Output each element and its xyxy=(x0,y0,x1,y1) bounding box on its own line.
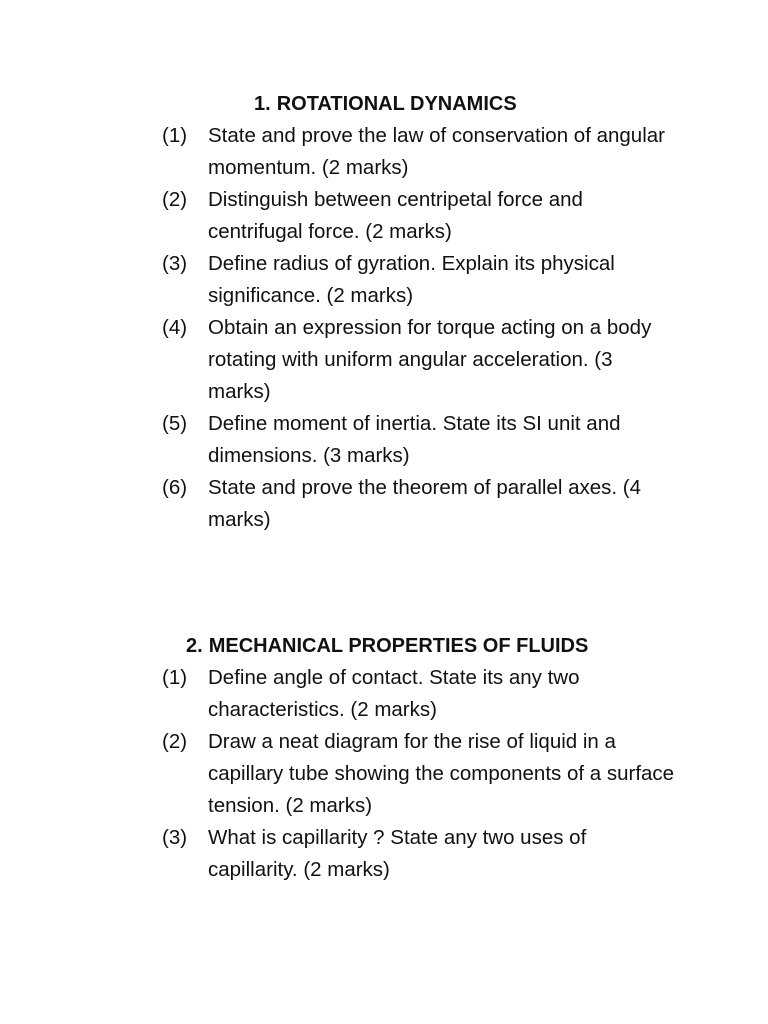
question-item xyxy=(0,408,768,472)
question-item xyxy=(0,312,768,408)
question-list xyxy=(0,662,768,886)
section-heading xyxy=(0,88,768,120)
question-item xyxy=(0,120,768,184)
question-number: (6) xyxy=(162,476,188,499)
question-number: (3) xyxy=(162,252,188,275)
question-text: Distinguish between centripetal force and centrifugal force. (2 marks) xyxy=(208,188,583,243)
question-text: Obtain an expression for torque acting on a body rotating with uniform angular acceleration. (3 marks) xyxy=(208,316,652,403)
question-number: (2) xyxy=(162,730,188,753)
question-number: (4) xyxy=(162,316,188,339)
question-text: Define moment of inertia. State its SI unit and dimensions. (3 marks) xyxy=(208,412,621,467)
question-number: (5) xyxy=(162,412,188,435)
question-text: Draw a neat diagram for the rise of liquid in a capillary tube showing the components of a surface tension. (2 marks) xyxy=(208,730,675,817)
section-mechanical-properties-of-fluids xyxy=(0,630,768,886)
question-text: State and prove the theorem of parallel axes. (4 marks) xyxy=(208,476,642,531)
section-number: 2. xyxy=(186,635,203,657)
question-item xyxy=(0,248,768,312)
question-number: (2) xyxy=(162,188,188,211)
question-text: State and prove the law of conservation of angular momentum. (2 marks) xyxy=(208,124,665,179)
question-number: (3) xyxy=(162,826,188,849)
question-item xyxy=(0,472,768,536)
question-item xyxy=(0,726,768,822)
question-item xyxy=(0,184,768,248)
question-list xyxy=(0,120,768,536)
question-text: Define angle of contact. State its any two characteristics. (2 marks) xyxy=(208,666,580,721)
question-text: What is capillarity ? State any two uses of capillarity. (2 marks) xyxy=(208,826,587,881)
question-text: Define radius of gyration. Explain its physical significance. (2 marks) xyxy=(208,252,615,307)
section-number: 1. xyxy=(254,93,271,115)
section-rotational-dynamics xyxy=(0,88,768,536)
question-number: (1) xyxy=(162,124,188,147)
question-item xyxy=(0,822,768,886)
section-title: MECHANICAL PROPERTIES OF FLUIDS xyxy=(208,635,589,657)
section-heading xyxy=(0,630,768,662)
section-title: ROTATIONAL DYNAMICS xyxy=(276,93,517,115)
question-number: (1) xyxy=(162,666,188,689)
question-item xyxy=(0,662,768,726)
